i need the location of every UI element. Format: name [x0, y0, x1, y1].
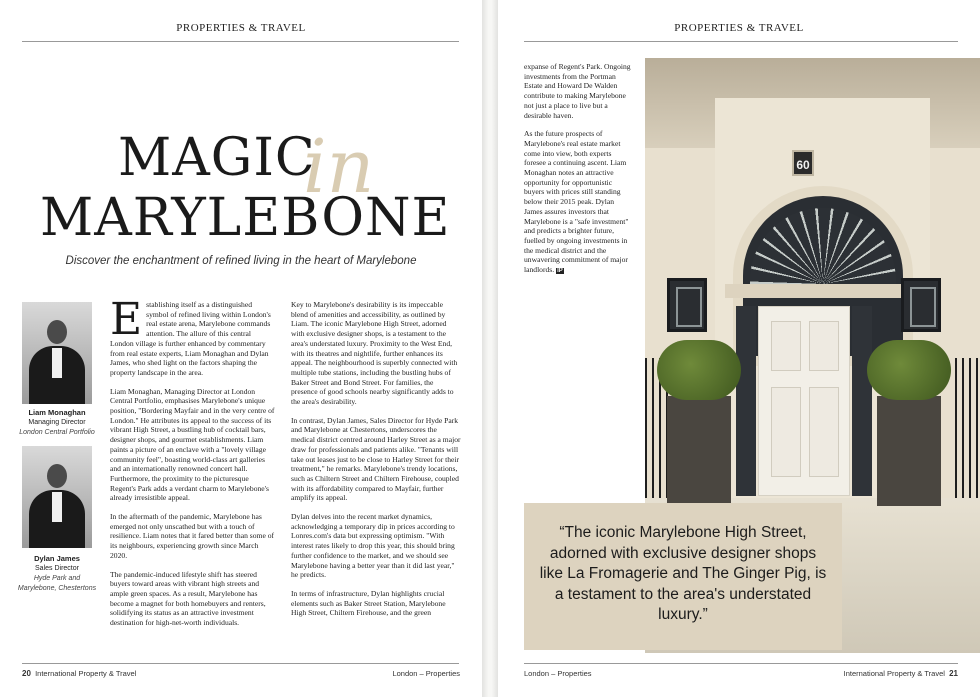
- profile-caption: [14, 554, 100, 594]
- article-subtitle: Discover the enchantment of refined living in the heart of Marylebone: [65, 255, 417, 267]
- paragraph: Establishing itself as a distinguished symbol of refined living within London's real estate arena, Marylebone commands attention. The allure of this central London village is further enhanced by commentary from real estate experts, Liam Monaghan and Dylan James, who shed light on the factors shaping the property landscape in the area.: [110, 294, 271, 377]
- photo-railing: [955, 358, 979, 498]
- profile-name: Dylan James: [34, 554, 80, 563]
- footer-left: [22, 669, 136, 678]
- spine-gutter: [482, 0, 498, 697]
- running-head-right: PROPERTIES & TRAVEL: [674, 22, 804, 34]
- portrait-liam-monaghan: [22, 302, 92, 404]
- lantern-icon: [901, 278, 941, 332]
- photo-lintel: [725, 284, 925, 298]
- right-page: [498, 0, 980, 697]
- paragraph: The pandemic-induced lifestyle shift has steered buyers toward areas with vibrant high streets and ample green spaces. As a result, Marylebone has become a magnet for both homebuyers and renters, solidifying its status as an attractive investment destination for high-net-worth individuals.: [110, 569, 266, 628]
- article-column-2: [291, 300, 461, 627]
- paragraph: In the aftermath of the pandemic, Marylebone has emerged not only unscathed but with a touch of resilience. Liam notes that it fared better than some of its neighbours, experiencing growth since March 2020.: [110, 512, 275, 560]
- profile-caption: [14, 408, 100, 438]
- title-line-2: MARYLEBONE: [40, 188, 451, 248]
- footer-right: [844, 669, 958, 678]
- footer-rule: [22, 663, 459, 664]
- footer-section-left: London – Properties: [392, 669, 460, 678]
- title-accent: in: [303, 124, 375, 210]
- photo-planter: [667, 396, 731, 506]
- profile-name: Liam Monaghan: [28, 408, 86, 417]
- photo-shrub: [657, 340, 741, 400]
- article-column-1: [110, 294, 276, 637]
- end-mark: IP: [557, 268, 563, 275]
- profile-org: London Central Portfolio: [19, 429, 95, 436]
- publication-name: International Property & Travel: [843, 669, 945, 678]
- footer-rule: [524, 663, 958, 664]
- paragraph: Dylan delves into the recent market dynamics, acknowledging a temporary dip in prices according to Lonres.com's data but expressing optimism. "With interest rates likely to drop this year, this should bring further confidence to the market, and we should see Marylebone having a better year than it did last year," he predicts.: [291, 512, 455, 580]
- title-line-1: MAGIC: [118, 128, 316, 188]
- photo-side-window: [736, 306, 756, 496]
- drop-cap: E: [110, 294, 143, 345]
- page-number: 20: [22, 669, 31, 678]
- article-column-3: [524, 62, 632, 286]
- portrait-head: [47, 320, 67, 344]
- house-number-plate: 60: [792, 150, 814, 176]
- paragraph: In terms of infrastructure, Dylan highlights crucial elements such as Baker Street Station, Marylebone High Street, Chiltern Firehouse, and the green: [291, 588, 446, 618]
- left-page: [0, 0, 482, 697]
- header-rule: [524, 41, 958, 42]
- photo-side-window: [852, 306, 872, 496]
- photo-front-door: [758, 306, 850, 496]
- portrait-dylan-james: [22, 446, 92, 548]
- portrait-shirt: [52, 492, 62, 522]
- paragraph: In contrast, Dylan James, Sales Director for Hyde Park and Marylebone at Chestertons, underscores the medical district centred around Harley Street as a major draw for professionals and patients alike. "Tenants will take out leases just to be close to Harley Street for their treatment," he remarks. Marylebone's trendy locations, such as Chiltern Street and Chiltern Firehouse, coupled with its affordability compared to Mayfair, further amplify its appeal.: [291, 415, 461, 503]
- paragraph: expanse of Regent's Park. Ongoing investments from the Portman Estate and Howard De Walden contribute to making Marylebone not just a place to live but a desirable haven.: [524, 62, 631, 120]
- pull-quote: “The iconic Marylebone High Street, adorned with exclusive designer shops like La Fromagerie and The Ginger Pig, is a testament to the area's understated luxury.”: [524, 503, 842, 650]
- portrait-shirt: [52, 348, 62, 378]
- running-head-left: PROPERTIES & TRAVEL: [176, 22, 306, 34]
- paragraph: Liam Monaghan, Managing Director at London Central Portfolio, emphasises Marylebone's unique position, "Bordering Mayfair and in the very centre of London." He attributes its appeal to the success of its vibrant High Street, a bustling hub of cocktail bars, designer shops, and gourmet establishments. Liam paints a picture of an enclave with a "lovely village community feel", boasting world-class art galleries and an internationally renowned concert hall. Furthermore, the proximity to the picturesque Regent's Park adds a verdant charm to Marylebone's already irresistible appeal.: [110, 386, 275, 503]
- profile-org: Hyde Park and Marylebone, Chestertons: [17, 575, 97, 592]
- publication-name: International Property & Travel: [35, 669, 137, 678]
- paragraph: Key to Marylebone's desirability is its impeccable blend of amenities and accessibility, as outlined by Liam. The iconic Marylebone High Street, adorned with exclusive designer shops, is a testament to the area's understated luxury. Proximity to the West End, with its theatres and nightlife, further enhances its appeal. The neighbourhood is superbly connected with multiple tube stations, including the bustling hubs of Baker Street and Bond Street. For families, the presence of good schools nearby significantly adds to the area's desirability.: [291, 300, 458, 407]
- footer-section-right: London – Properties: [524, 669, 592, 678]
- page-number: 21: [949, 669, 958, 678]
- portrait-head: [47, 464, 67, 488]
- photo-planter: [877, 396, 941, 506]
- header-rule: [22, 41, 459, 42]
- profile-role: Sales Director: [35, 565, 79, 572]
- photo-shrub: [867, 340, 951, 400]
- profile-role: Managing Director: [28, 419, 86, 426]
- paragraph: As the future prospects of Marylebone's real estate market come into view, both experts foresee a continuing ascent. Liam Monaghan notes an attractive opportunity for opportunistic buyers with prices still standing below their 2015 peak. Dylan James assures investors that Marylebone is a "safe investment" and predicts a brighter future, fuelled by ongoing investments in the medical district and the unwavering commitment of major landlords. IP: [524, 129, 629, 275]
- lantern-icon: [667, 278, 707, 332]
